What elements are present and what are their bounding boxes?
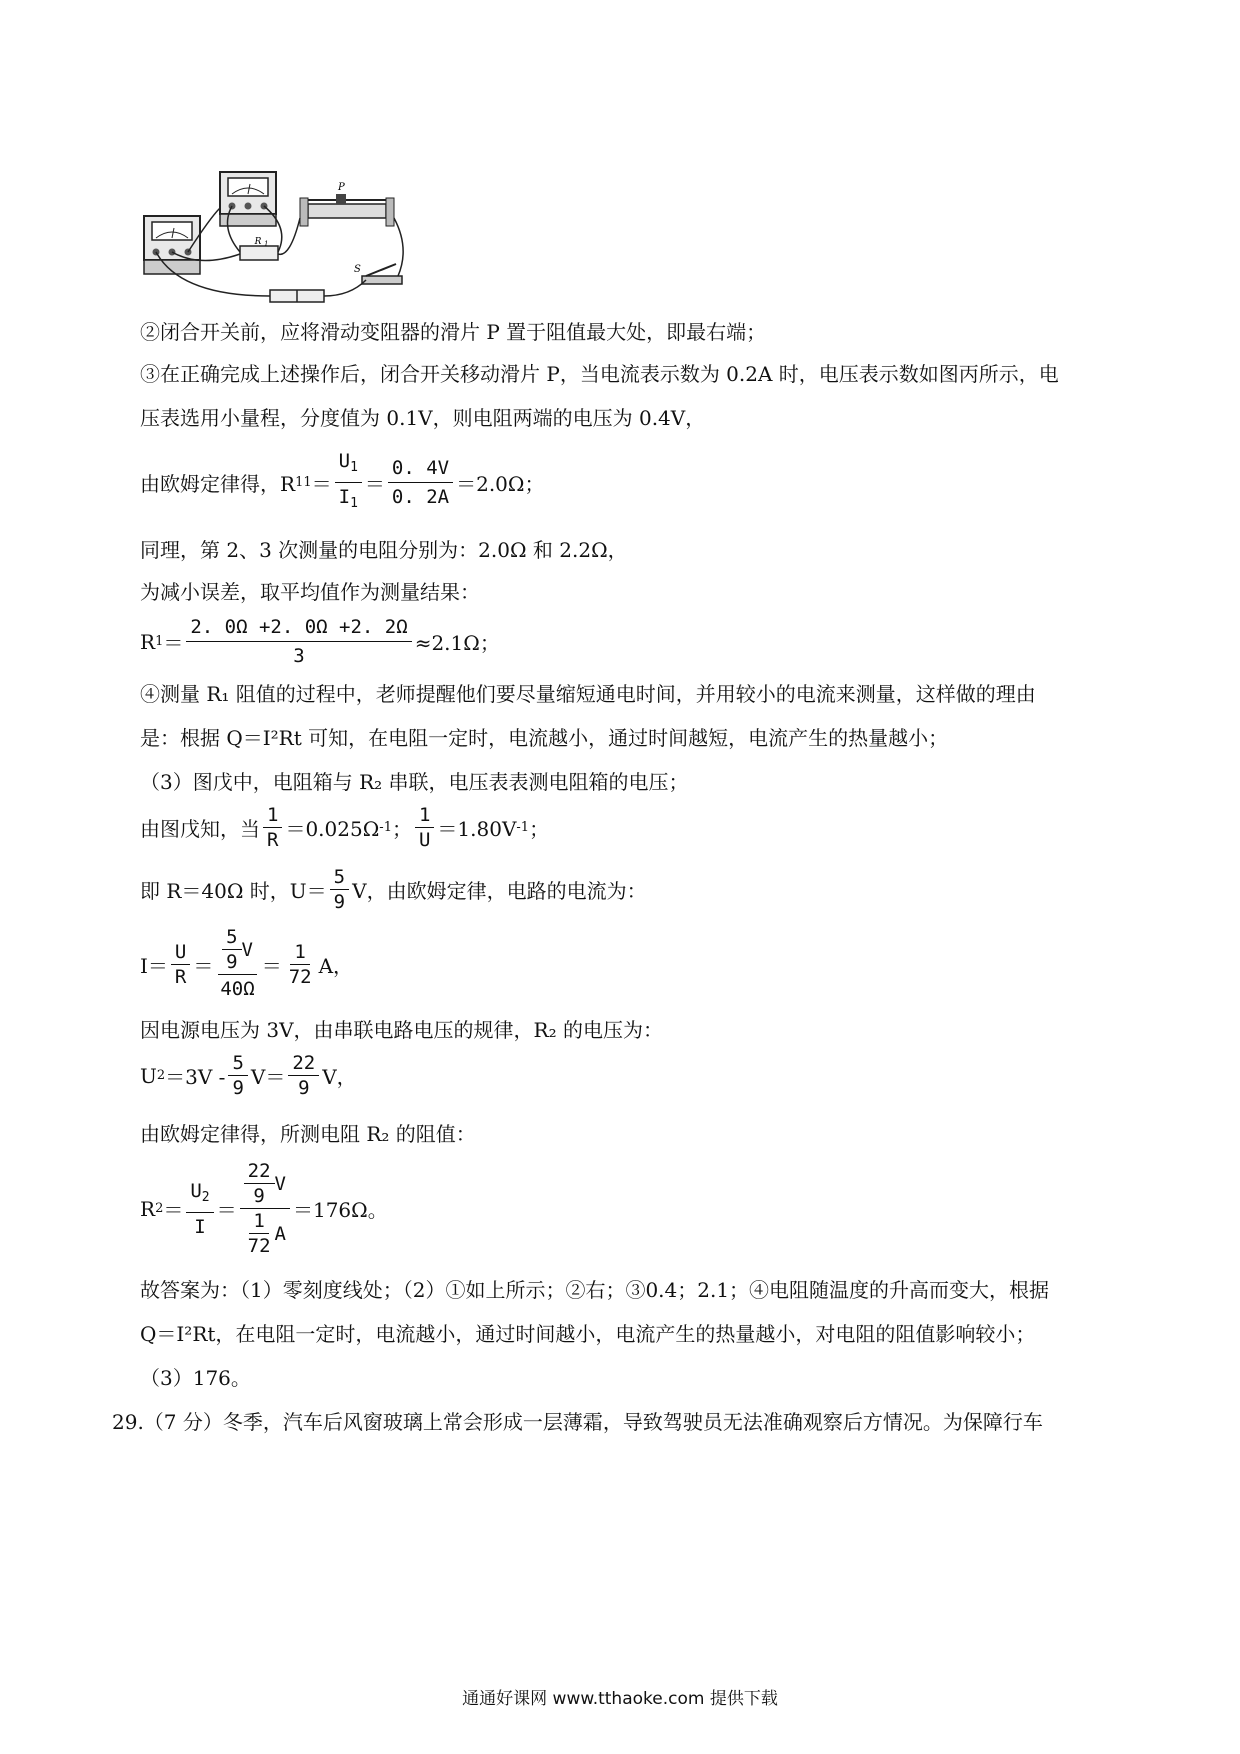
text-line-1: ②闭合开关前，应将滑动变阻器的滑片 P 置于阻值最大处，即最右端； bbox=[140, 320, 767, 344]
text-line-11: 故答案为：（1）零刻度线处；（2）①如上所示；②右；③0.4；2.1；④电阻随温度的升高而变大，根据 bbox=[140, 1278, 1050, 1302]
switch-icon bbox=[354, 264, 402, 284]
eq5-inunit: V bbox=[241, 938, 253, 961]
eq3-frac-1 bbox=[263, 804, 282, 851]
battery-icon bbox=[270, 290, 324, 302]
eq7-inden2: 72 bbox=[247, 1235, 271, 1257]
equation-current bbox=[140, 926, 353, 1002]
eq3-mid2: ＝1.80V bbox=[437, 817, 517, 841]
eq1-eq2: ＝ bbox=[364, 472, 385, 496]
eq2-den: 3 bbox=[293, 645, 305, 667]
eq1-num1: U bbox=[338, 450, 351, 472]
eq2-frac bbox=[186, 614, 411, 669]
eq5-inden: 9 bbox=[226, 951, 238, 973]
equation-graph-values bbox=[140, 804, 549, 851]
equation-ohm-law-r11 bbox=[140, 448, 544, 517]
eq2-prefix: R bbox=[140, 629, 156, 654]
eq1-den1: I bbox=[338, 486, 351, 508]
text-line-8: （3）图戊中，电阻箱与 R₂ 串联，电压表表测电阻箱的电压； bbox=[140, 770, 689, 794]
eq6-mid2: V＝ bbox=[250, 1065, 286, 1089]
eq6-mid: ＝3V - bbox=[165, 1065, 226, 1089]
eq6-frac-1 bbox=[228, 1052, 247, 1099]
eq7-eq2: ＝ bbox=[216, 1198, 237, 1222]
circuit-diagram bbox=[140, 168, 440, 308]
eq6-sub: 2 bbox=[156, 1068, 166, 1083]
eq1-den2: 0. 2A bbox=[391, 486, 450, 508]
eq3-sup1: -1 bbox=[379, 820, 392, 835]
switch-label: S bbox=[354, 264, 361, 275]
eq2-num: 2. 0Ω +2. 0Ω +2. 2Ω bbox=[186, 614, 411, 642]
text-line-12: Q＝I²Rt，在电阻一定时，电流越小，通过时间越小，电流产生的热量越小，对电阻的阻值影响较小； bbox=[140, 1322, 1036, 1346]
eq7-inunit: V bbox=[274, 1172, 286, 1195]
eq7-eq: ＝ bbox=[163, 1198, 184, 1222]
eq6-suffix: V， bbox=[322, 1065, 357, 1089]
resistor-icon bbox=[240, 237, 278, 260]
text-line-6: ④测量 R₁ 阻值的过程中，老师提醒他们要尽量缩短通电时间，并用较小的电流来测量，这样做的理由 bbox=[140, 682, 1036, 706]
eq7-inunit2: A bbox=[274, 1222, 286, 1245]
eq5-prefix: I＝ bbox=[140, 953, 168, 978]
eq3-den1: R bbox=[267, 829, 279, 851]
eq7-den1: I bbox=[194, 1215, 206, 1238]
eq4-frac bbox=[330, 866, 349, 913]
slider-label: P bbox=[338, 182, 345, 193]
eq5-den2: 40Ω bbox=[220, 978, 255, 1000]
text-line-3: 压表选用小量程，分度值为 0.1V，则电阻两端的电压为 0.4V， bbox=[140, 406, 706, 430]
text-line-9: 因电源电压为 3V，由串联电路电压的规律，R₂ 的电压为： bbox=[140, 1018, 663, 1042]
eq6-den1: 9 bbox=[232, 1077, 244, 1099]
resistor-label: R bbox=[254, 237, 262, 247]
eq1-prefix: 由欧姆定律得，R bbox=[140, 472, 296, 496]
eq7-sub: 2 bbox=[155, 1201, 164, 1216]
eq3-prefix: 由图戊知，当 bbox=[140, 817, 260, 841]
eq6-num1: 5 bbox=[228, 1052, 247, 1076]
eq2-suffix: ≈2.1Ω； bbox=[414, 631, 500, 655]
eq5-frac-2 bbox=[216, 926, 258, 1002]
eq1-num2: 0. 4V bbox=[388, 455, 453, 483]
eq1-eq: ＝ bbox=[311, 472, 332, 496]
eq5-frac-3 bbox=[285, 941, 316, 988]
eq4-num: 5 bbox=[330, 866, 349, 890]
eq7-frac-1 bbox=[186, 1178, 213, 1240]
text-line-13: （3）176。 bbox=[140, 1366, 251, 1390]
equation-u-value bbox=[140, 866, 647, 913]
resistor-label-sub: 1 bbox=[264, 240, 269, 248]
eq1-den1sub: 1 bbox=[350, 496, 358, 511]
text-line-5: 为减小误差，取平均值作为测量结果： bbox=[140, 580, 480, 604]
eq3-sup2: -1 bbox=[516, 820, 530, 835]
equation-u2 bbox=[140, 1052, 357, 1099]
eq6-frac-2 bbox=[288, 1052, 319, 1099]
eq2-eq: ＝ bbox=[163, 631, 184, 655]
eq3-suffix: ； bbox=[529, 817, 550, 841]
eq7-frac-2 bbox=[240, 1160, 290, 1257]
eq6-prefix: U bbox=[140, 1063, 157, 1088]
eq6-num2: 22 bbox=[288, 1052, 319, 1076]
eq1-num1sub: 1 bbox=[350, 460, 358, 475]
eq4-den: 9 bbox=[333, 891, 346, 913]
eq3-num1: 1 bbox=[263, 804, 282, 828]
eq7-innum2: 1 bbox=[249, 1210, 268, 1234]
eq1-frac-1 bbox=[335, 448, 362, 517]
question-29: 29.（7 分）冬季，汽车后风窗玻璃上常会形成一层薄霜，导致驾驶员无法准确观察后方情况。为保障行车 bbox=[112, 1410, 1043, 1434]
eq5-num3: 1 bbox=[290, 941, 309, 965]
eq1-sub: 11 bbox=[295, 475, 312, 490]
ammeter-icon bbox=[144, 216, 200, 274]
equation-r2 bbox=[140, 1160, 388, 1257]
eq5-eq2: ＝ bbox=[261, 953, 282, 978]
eq3-frac-2 bbox=[415, 804, 434, 851]
eq7-num1: U bbox=[190, 1179, 202, 1202]
text-line-10: 由欧姆定律得，所测电阻 R₂ 的阻值： bbox=[140, 1122, 476, 1146]
eq5-eq: ＝ bbox=[193, 953, 214, 978]
eq7-prefix: R bbox=[140, 1196, 156, 1221]
rheostat-icon bbox=[300, 182, 394, 226]
eq3-num2: 1 bbox=[415, 804, 434, 828]
eq3-den2: U bbox=[418, 829, 431, 851]
eq7-suffix: ＝176Ω。 bbox=[292, 1198, 388, 1222]
eq7-inden: 9 bbox=[253, 1185, 265, 1207]
eq4-prefix: 即 R＝40Ω 时，U＝ bbox=[140, 879, 327, 903]
eq5-suffix: A， bbox=[318, 953, 354, 978]
eq1-suffix: ＝2.0Ω； bbox=[456, 472, 545, 496]
eq4-suffix: V，由欧姆定律，电路的电流为： bbox=[352, 879, 647, 903]
text-line-2: ③在正确完成上述操作后，闭合开关移动滑片 P，当电流表示数为 0.2A 时，电压表示数如图丙所示，电 bbox=[140, 362, 1059, 386]
eq2-sub: 1 bbox=[155, 634, 164, 649]
text-line-7: 是：根据 Q＝I²Rt 可知，在电阻一定时，电流越小，通过时间越短，电流产生的热量越小； bbox=[140, 726, 949, 750]
eq3-sep: ； bbox=[391, 817, 412, 841]
eq3-mid: ＝0.025Ω bbox=[285, 817, 380, 841]
eq5-num1: U bbox=[171, 941, 190, 965]
eq7-innum: 22 bbox=[244, 1160, 275, 1184]
eq7-num1sub: 2 bbox=[201, 1189, 210, 1205]
page-footer: 通通好课网 www.tthaoke.com 提供下载 bbox=[462, 1689, 778, 1709]
eq5-frac-1 bbox=[171, 941, 190, 988]
eq6-den2: 9 bbox=[298, 1077, 310, 1099]
eq1-frac-2 bbox=[388, 455, 453, 510]
eq5-innum: 5 bbox=[222, 926, 241, 950]
eq5-den3: 72 bbox=[288, 965, 312, 988]
eq5-den1: R bbox=[174, 965, 187, 988]
text-line-4: 同理，第 2、3 次测量的电阻分别为：2.0Ω 和 2.2Ω， bbox=[140, 538, 628, 562]
equation-average-r1 bbox=[140, 614, 500, 669]
